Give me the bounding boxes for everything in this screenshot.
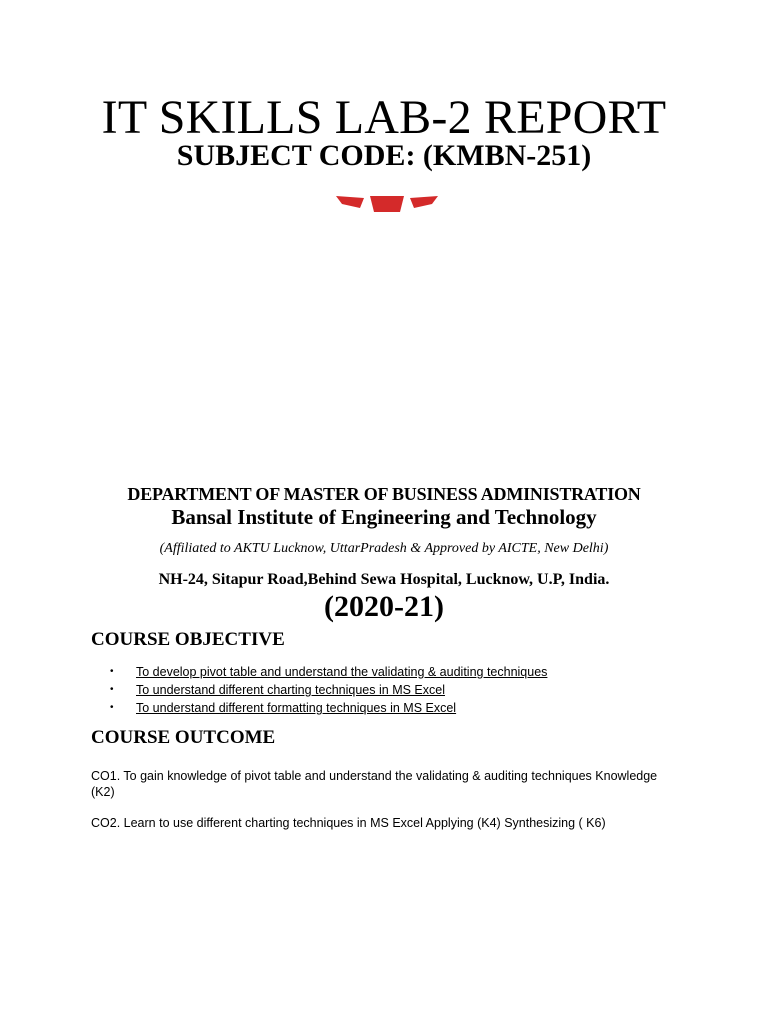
logo-left-wing: [336, 196, 364, 208]
course-outcome-heading: COURSE OUTCOME: [91, 727, 276, 748]
institute-logo-icon: [336, 192, 438, 212]
logo-center-block: [370, 196, 404, 212]
course-objective-heading: COURSE OBJECTIVE: [91, 629, 285, 650]
institute-address: NH-24, Sitapur Road,Behind Sewa Hospital, Lucknow, U.P, India.: [158, 571, 610, 588]
list-item: [110, 699, 547, 717]
department-name: DEPARTMENT OF MASTER OF BUSINESS ADMINISTRATION: [127, 484, 641, 504]
objective-text: To understand different charting techniques in MS Excel: [136, 683, 445, 697]
objective-text: To understand different formatting techniques in MS Excel: [136, 701, 457, 715]
institute-name: Bansal Institute of Engineering and Technology: [171, 505, 597, 529]
bullet-icon: •: [110, 666, 114, 677]
course-outcome-co1: CO1. To gain knowledge of pivot table and understand the validating & auditing techniques Knowledge (K2): [91, 769, 658, 799]
objective-text: To develop pivot table and understand the validating & auditing techniques: [136, 665, 548, 679]
academic-session: (2020-21): [324, 590, 444, 623]
bullet-icon: •: [110, 702, 114, 713]
list-item: [110, 663, 547, 681]
report-title: IT SKILLS LAB-2 REPORT: [101, 91, 667, 144]
subject-code: SUBJECT CODE: (KMBN-251): [176, 139, 592, 172]
list-item: [110, 681, 547, 699]
logo-gap-left: [364, 196, 370, 212]
course-objective-list: [110, 663, 547, 717]
logo-right-wing: [410, 196, 438, 208]
bullet-icon: •: [110, 684, 114, 695]
logo-gap-right: [404, 196, 410, 212]
course-outcome-co2: CO2. Learn to use different charting techniques in MS Excel Applying (K4) Synthesizing ( K6): [91, 816, 606, 830]
affiliation-text: (Affiliated to AKTU Lucknow, UttarPradesh & Approved by AICTE, New Delhi): [159, 541, 609, 556]
